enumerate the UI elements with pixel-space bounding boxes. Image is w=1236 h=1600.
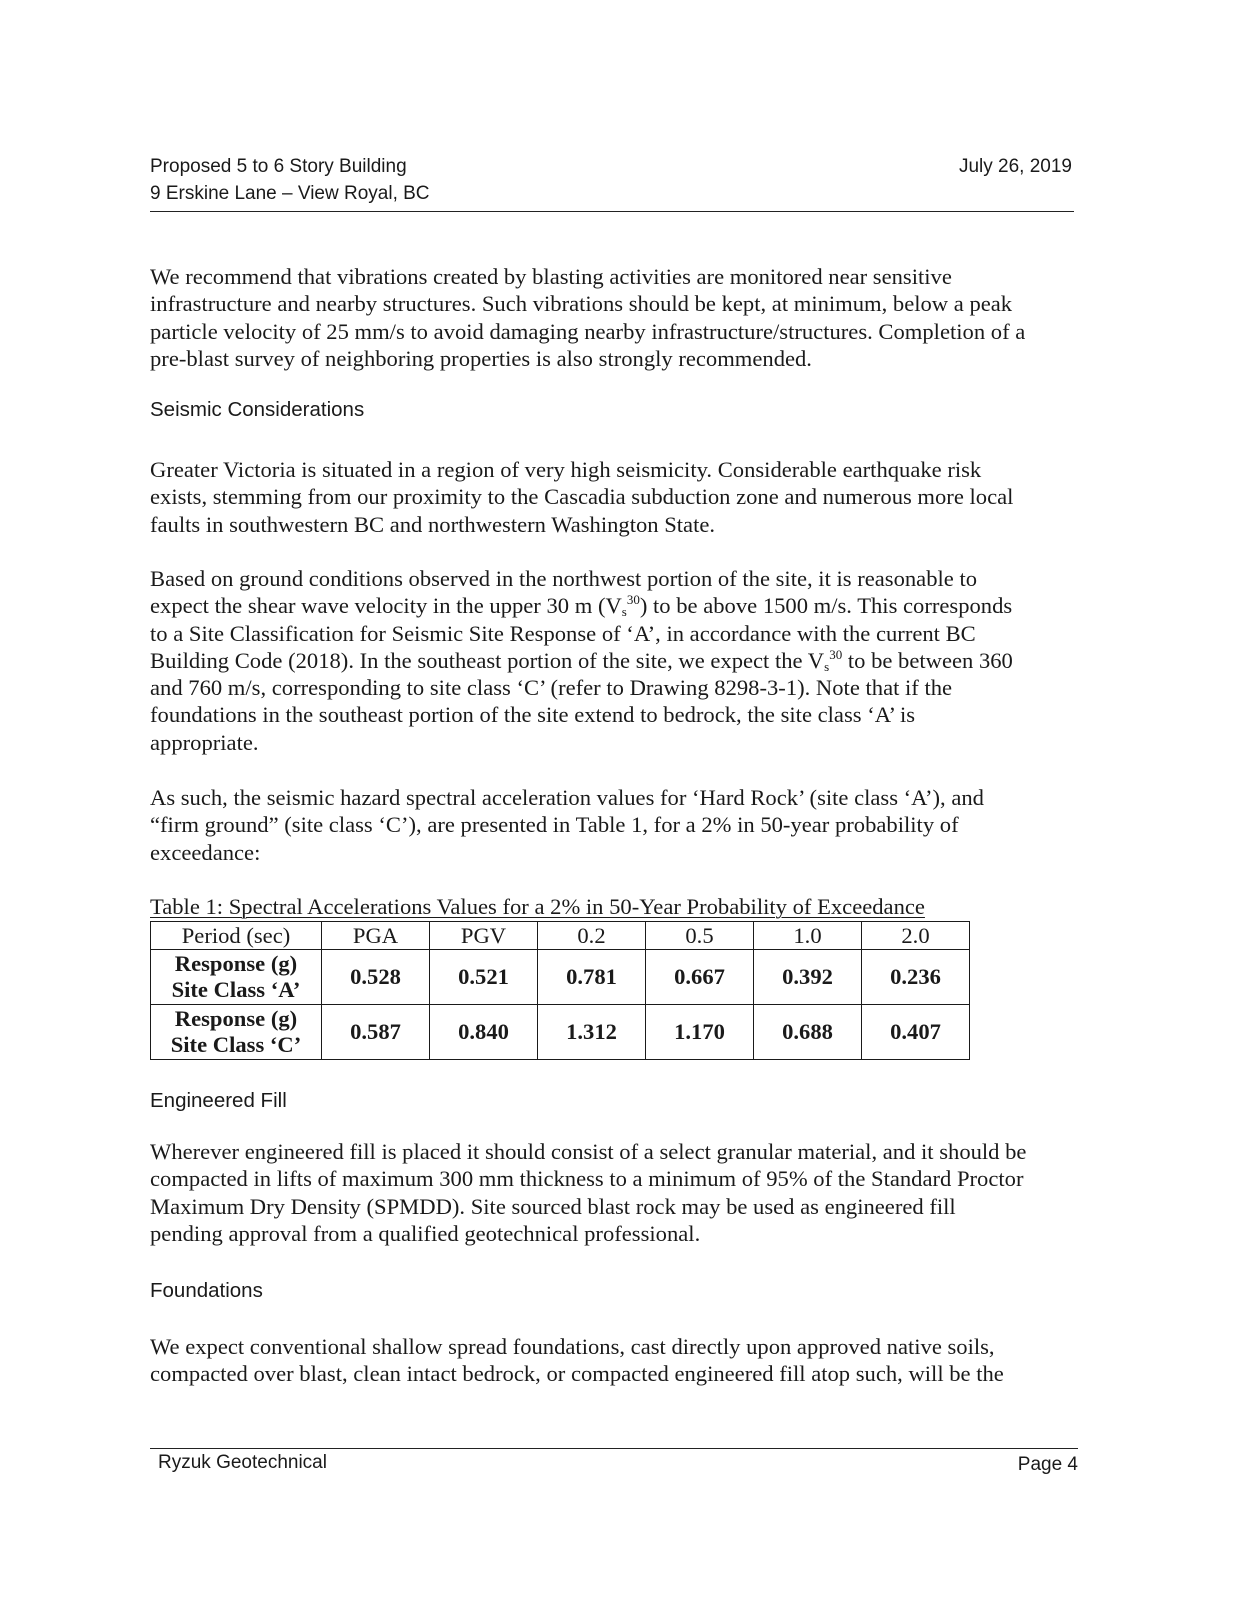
text-line: and 760 m/s, corresponding to site class ‘C’ (refer to Drawing 8298-3-1). Note that if the bbox=[150, 675, 953, 701]
table-header-cell: 2.0 bbox=[862, 922, 970, 950]
text-line: Building Code (2018). In the southeast portion of the site, we expect the $V_s^{30}$ to be between 360 bbox=[150, 646, 1013, 674]
table-caption: Table 1: Spectral Accelerations Values for a 2% in 50-Year Probability of Exceedance bbox=[150, 894, 925, 919]
footer-company: Ryzuk Geotechnical bbox=[158, 1452, 327, 1473]
text-line: foundations in the southeast portion of the site extend to bedrock, the site class ‘A’ is bbox=[150, 702, 916, 728]
text-line: appropriate. bbox=[150, 729, 259, 755]
heading-engineered-fill: Engineered Fill bbox=[150, 1089, 287, 1112]
text-line: “firm ground” (site class ‘C’), are presented in Table 1, for a 2% in 50-year probability of bbox=[150, 812, 959, 838]
text-line: We recommend that vibrations created by blasting activities are monitored near sensitive bbox=[150, 264, 952, 289]
text-line: expect the shear wave velocity in the upper 30 m $(V_s^{30})$ to be above 1500 m/s. This corresponds bbox=[150, 592, 1013, 620]
table-header-cell: 0.5 bbox=[646, 922, 754, 950]
table-cell: 0.392 bbox=[754, 950, 862, 1005]
spectral-acceleration-table bbox=[150, 921, 970, 1060]
table-header-cell: 1.0 bbox=[754, 922, 862, 950]
paragraph-seismic-hazard bbox=[150, 784, 1080, 866]
paragraph-blasting-vibrations bbox=[150, 263, 1080, 372]
table-cell: 0.667 bbox=[646, 950, 754, 1005]
table-header-cell: Period (sec) bbox=[151, 922, 322, 950]
table-row-label: Response (g) Site Class ‘A’ bbox=[151, 950, 322, 1005]
table-cell: 0.840 bbox=[430, 1005, 538, 1060]
page-footer bbox=[150, 1448, 1078, 1475]
text-line: Greater Victoria is situated in a region of very high seismicity. Considerable earthquake risk bbox=[150, 457, 982, 482]
table-cell: 0.587 bbox=[322, 1005, 430, 1060]
header-project-title: Proposed 5 to 6 Story Building bbox=[150, 156, 407, 177]
text-line: to a Site Classification for Seismic Site Response of ‘A’, in accordance with the current BC bbox=[150, 620, 976, 646]
table-cell: 1.312 bbox=[538, 1005, 646, 1060]
text-line: compacted in lifts of maximum 300 mm thickness to a minimum of 95% of the Standard Proctor bbox=[150, 1166, 1024, 1192]
table-cell: 0.521 bbox=[430, 950, 538, 1005]
paragraph-ground-conditions bbox=[150, 565, 1080, 756]
heading-seismic-considerations: Seismic Considerations bbox=[150, 398, 365, 421]
table-cell: 0.528 bbox=[322, 950, 430, 1005]
table-cell: 0.407 bbox=[862, 1005, 970, 1060]
text-line: exceedance: bbox=[150, 839, 261, 865]
table-row-label: Response (g) Site Class ‘C’ bbox=[151, 1005, 322, 1060]
table-header-cell: 0.2 bbox=[538, 922, 646, 950]
header-address: 9 Erskine Lane – View Royal, BC bbox=[150, 183, 430, 204]
table-row bbox=[151, 1005, 970, 1060]
header-date: July 26, 2019 bbox=[958, 156, 1072, 177]
text-line: faults in southwestern BC and northwestern Washington State. bbox=[150, 511, 716, 537]
text-line: pre-blast survey of neighboring properties is also strongly recommended. bbox=[150, 345, 812, 371]
page-header bbox=[150, 153, 1074, 212]
table-cell: 0.236 bbox=[862, 950, 970, 1005]
table-cell: 0.781 bbox=[538, 950, 646, 1005]
paragraph-foundations bbox=[150, 1333, 1080, 1388]
text-line: We expect conventional shallow spread foundations, cast directly upon approved native soils, bbox=[150, 1334, 995, 1359]
table-cell: 1.170 bbox=[646, 1005, 754, 1060]
table-cell: 0.688 bbox=[754, 1005, 862, 1060]
text-line: Wherever engineered fill is placed it should consist of a select granular material, and it should be bbox=[150, 1139, 1027, 1164]
table-header-cell: PGA bbox=[322, 922, 430, 950]
paragraph-engineered-fill bbox=[150, 1138, 1080, 1247]
table-row bbox=[151, 950, 970, 1005]
heading-foundations: Foundations bbox=[150, 1279, 263, 1302]
table-header-row bbox=[151, 922, 970, 950]
text-line: As such, the seismic hazard spectral acceleration values for ‘Hard Rock’ (site class ‘A’), and bbox=[150, 785, 984, 810]
text-line: Based on ground conditions observed in the northwest portion of the site, it is reasonable to bbox=[150, 566, 978, 591]
text-line: pending approval from a qualified geotechnical professional. bbox=[150, 1220, 701, 1246]
paragraph-seismicity bbox=[150, 456, 1080, 538]
text-line: compacted over blast, clean intact bedrock, or compacted engineered fill atop such, will be the bbox=[150, 1361, 1004, 1387]
text-line: exists, stemming from our proximity to the Cascadia subduction zone and numerous more local bbox=[150, 484, 1014, 510]
text-line: Maximum Dry Density (SPMDD). Site sourced blast rock may be used as engineered fill bbox=[150, 1193, 956, 1219]
text-line: infrastructure and nearby structures. Such vibrations should be kept, at minimum, below a peak bbox=[150, 291, 1013, 317]
footer-page-number: Page 4 bbox=[1017, 1454, 1078, 1475]
table-header-cell: PGV bbox=[430, 922, 538, 950]
text-line: particle velocity of 25 mm/s to avoid damaging nearby infrastructure/structures. Completion of a bbox=[150, 318, 1026, 344]
